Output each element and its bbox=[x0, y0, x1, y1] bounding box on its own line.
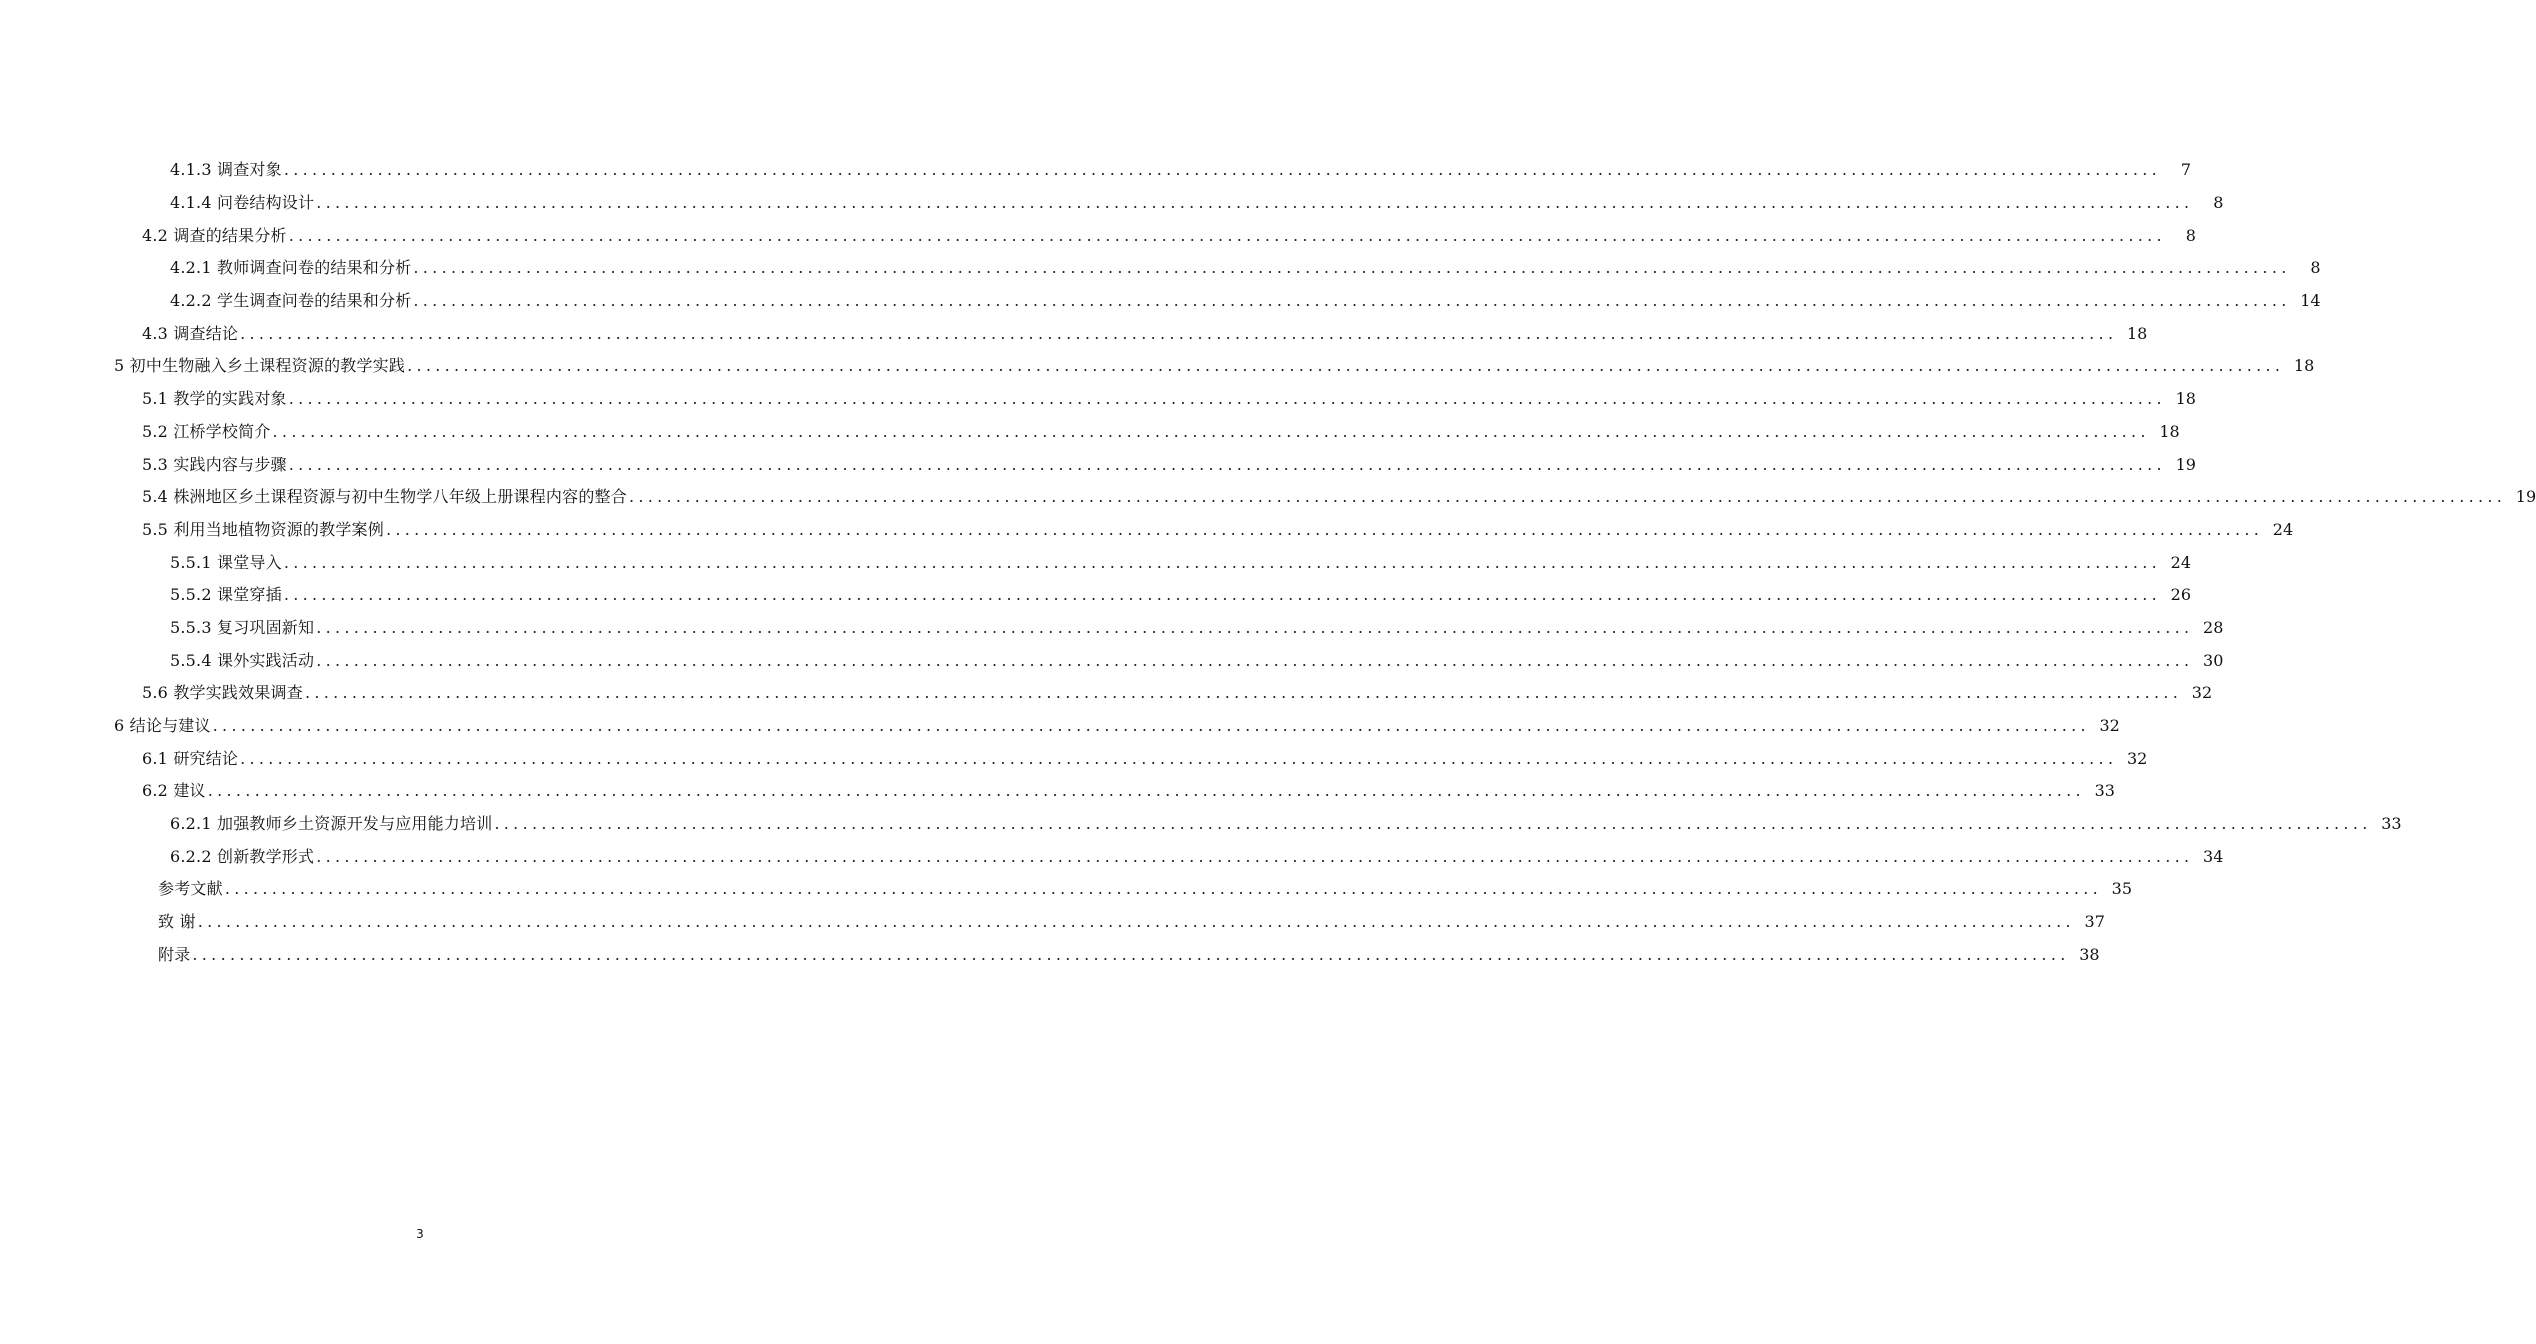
toc-entry-title: 4.3 调查结论 bbox=[142, 323, 239, 343]
toc-entry[interactable] bbox=[0, 187, 2224, 220]
toc-entry-page: 8 bbox=[2213, 193, 2224, 213]
toc-entry-title: 5.5.1 课堂导入 bbox=[170, 552, 282, 572]
toc-entry[interactable] bbox=[0, 154, 2191, 187]
toc-entry[interactable] bbox=[0, 317, 2148, 350]
toc-entry-title: 4.2.2 学生调查问卷的结果和分析 bbox=[170, 291, 412, 311]
toc-entry-page: 18 bbox=[2293, 356, 2315, 376]
dot-leader: ........................................................................................................................................................................................................ bbox=[494, 814, 2372, 834]
page-number: 3 bbox=[416, 1227, 424, 1241]
dot-leader: ........................................................................................................................................................................................................ bbox=[197, 912, 2075, 932]
toc-entry-page: 35 bbox=[2111, 879, 2132, 899]
toc-entry[interactable] bbox=[0, 416, 2180, 449]
toc-entry-page: 32 bbox=[2099, 716, 2120, 736]
dot-leader: ........................................................................................................................................................................................................ bbox=[283, 552, 2161, 572]
dot-leader: ........................................................................................................................................................................................................ bbox=[272, 421, 2150, 441]
dot-leader: ........................................................................................................................................................................................................ bbox=[240, 323, 2118, 343]
toc-entry[interactable] bbox=[0, 742, 2148, 775]
toc-entry[interactable] bbox=[0, 840, 2224, 873]
toc-entry[interactable] bbox=[0, 612, 2224, 645]
toc-entry-title: 5.1 教学的实践对象 bbox=[142, 389, 287, 409]
toc-entry-page: 8 bbox=[2185, 225, 2196, 245]
toc-entry-page: 37 bbox=[2084, 912, 2105, 932]
toc-entry-page: 19 bbox=[2515, 487, 2536, 507]
dot-leader: ........................................................................................................................................................................................................ bbox=[207, 781, 2085, 801]
toc-entry-title: 致 谢 bbox=[158, 912, 196, 932]
toc-entry[interactable] bbox=[0, 873, 2132, 906]
toc-entry[interactable] bbox=[0, 285, 2321, 318]
toc-entry-title: 5.5 利用当地植物资源的教学案例 bbox=[142, 519, 384, 539]
toc-entry-page: 34 bbox=[2203, 846, 2224, 866]
toc-entry-title: 5 初中生物融入乡土课程资源的教学实践 bbox=[114, 356, 406, 376]
toc-entry-title: 附录 bbox=[158, 944, 191, 964]
toc-entry[interactable] bbox=[0, 546, 2191, 579]
toc-entry[interactable] bbox=[0, 939, 2100, 972]
toc-entry[interactable] bbox=[0, 448, 2196, 481]
toc-entry-page: 33 bbox=[2381, 814, 2402, 834]
toc-entry[interactable] bbox=[0, 906, 2105, 939]
toc-entry[interactable] bbox=[0, 219, 2196, 252]
toc-entry-page: 33 bbox=[2094, 781, 2115, 801]
toc-entry[interactable] bbox=[0, 644, 2224, 677]
toc-entry-page: 7 bbox=[2180, 160, 2191, 180]
toc-entry[interactable] bbox=[0, 710, 2120, 743]
toc-entry-page: 32 bbox=[2191, 683, 2213, 703]
toc-entry-title: 5.4 株洲地区乡土课程资源与初中生物学八年级上册课程内容的整合 bbox=[142, 487, 627, 507]
toc-entry-page: 8 bbox=[2310, 258, 2321, 278]
toc-entry-page: 18 bbox=[2175, 389, 2196, 409]
toc-entry-title: 5.5.2 课堂穿插 bbox=[170, 585, 282, 605]
toc-entry-page: 32 bbox=[2126, 748, 2148, 768]
dot-leader: ........................................................................................................................................................................................................ bbox=[212, 716, 2090, 736]
toc-entry-page: 18 bbox=[2126, 323, 2148, 343]
dot-leader: ........................................................................................................................................................................................................ bbox=[316, 193, 2194, 213]
toc-entry-title: 5.6 教学实践效果调查 bbox=[142, 683, 303, 703]
toc-entry-title: 4.2.1 教师调查问卷的结果和分析 bbox=[170, 258, 412, 278]
toc-entry-page: 30 bbox=[2203, 650, 2224, 670]
toc-entry-title: 5.5.3 复习巩固新知 bbox=[170, 617, 315, 637]
table-of-contents bbox=[0, 154, 2536, 971]
toc-entry-page: 24 bbox=[2272, 519, 2294, 539]
toc-entry-title: 5.3 实践内容与步骤 bbox=[142, 454, 287, 474]
dot-leader: ........................................................................................................................................................................................................ bbox=[316, 650, 2194, 670]
dot-leader: ........................................................................................................................................................................................................ bbox=[288, 225, 2166, 245]
toc-entry-page: 24 bbox=[2170, 552, 2191, 572]
dot-leader: ........................................................................................................................................................................................................ bbox=[385, 519, 2264, 539]
dot-leader: ........................................................................................................................................................................................................ bbox=[316, 846, 2194, 866]
toc-entry-title: 6.2.1 加强教师乡土资源开发与应用能力培训 bbox=[170, 814, 493, 834]
dot-leader: ........................................................................................................................................................................................................ bbox=[288, 454, 2166, 474]
toc-entry[interactable] bbox=[0, 775, 2115, 808]
toc-entry-title: 6.1 研究结论 bbox=[142, 748, 239, 768]
dot-leader: ........................................................................................................................................................................................................ bbox=[224, 879, 2102, 899]
toc-entry-page: 19 bbox=[2175, 454, 2196, 474]
toc-entry-title: 4.1.4 问卷结构设计 bbox=[170, 193, 315, 213]
toc-entry[interactable] bbox=[0, 252, 2321, 285]
toc-entry-page: 38 bbox=[2079, 944, 2100, 964]
toc-entry-title: 参考文献 bbox=[158, 879, 223, 899]
toc-entry-page: 14 bbox=[2300, 291, 2321, 311]
dot-leader: ........................................................................................................................................................................................................ bbox=[304, 683, 2183, 703]
dot-leader: ........................................................................................................................................................................................................ bbox=[288, 389, 2166, 409]
toc-entry[interactable] bbox=[0, 350, 2315, 383]
toc-entry-title: 5.2 江桥学校简介 bbox=[142, 421, 271, 441]
toc-entry-title: 6.2.2 创新教学形式 bbox=[170, 846, 315, 866]
toc-entry[interactable] bbox=[0, 677, 2213, 710]
toc-entry[interactable] bbox=[0, 579, 2191, 612]
dot-leader: ........................................................................................................................................................................................................ bbox=[413, 258, 2291, 278]
dot-leader: ........................................................................................................................................................................................................ bbox=[628, 487, 2507, 507]
dot-leader: ........................................................................................................................................................................................................ bbox=[240, 748, 2118, 768]
dot-leader: ........................................................................................................................................................................................................ bbox=[192, 944, 2070, 964]
toc-entry-title: 6 结论与建议 bbox=[114, 716, 211, 736]
toc-entry[interactable] bbox=[0, 383, 2196, 416]
toc-entry[interactable] bbox=[0, 808, 2402, 841]
dot-leader: ........................................................................................................................................................................................................ bbox=[283, 585, 2161, 605]
toc-entry-title: 6.2 建议 bbox=[142, 781, 206, 801]
toc-entry-title: 4.1.3 调查对象 bbox=[170, 160, 282, 180]
dot-leader: ........................................................................................................................................................................................................ bbox=[316, 617, 2194, 637]
toc-entry[interactable] bbox=[0, 481, 2536, 514]
toc-entry-title: 4.2 调查的结果分析 bbox=[142, 225, 287, 245]
toc-entry-page: 18 bbox=[2159, 421, 2180, 441]
toc-entry[interactable] bbox=[0, 514, 2294, 547]
dot-leader: ........................................................................................................................................................................................................ bbox=[283, 160, 2161, 180]
toc-entry-page: 28 bbox=[2203, 617, 2224, 637]
dot-leader: ........................................................................................................................................................................................................ bbox=[407, 356, 2285, 376]
toc-entry-page: 26 bbox=[2170, 585, 2191, 605]
toc-entry-title: 5.5.4 课外实践活动 bbox=[170, 650, 315, 670]
dot-leader: ........................................................................................................................................................................................................ bbox=[413, 291, 2291, 311]
